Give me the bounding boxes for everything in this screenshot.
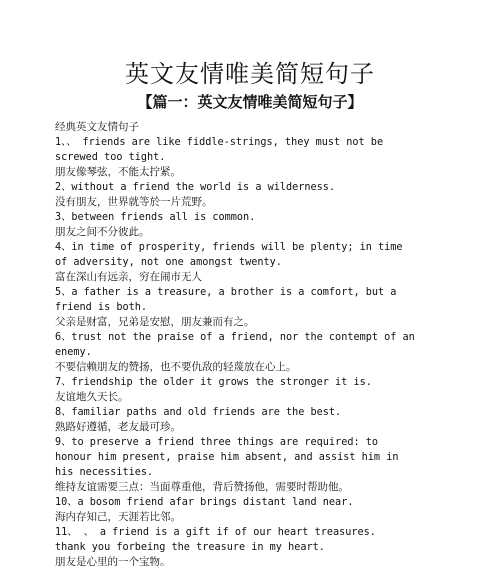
- text-line: 海内存知己，天涯若比邻。: [55, 511, 181, 523]
- text-line: 熟路好遵循，老友最可珍。: [55, 421, 181, 433]
- section-heading: 【篇一：英文友情唯美简短句子】: [137, 93, 363, 111]
- text-line: 10、a bosom friend afar brings distant land near.: [55, 497, 354, 508]
- text-line: 2、without a friend the world is a wilderness.: [55, 182, 336, 193]
- text-line: 父亲是财富，兄弟是安慰，朋友兼而有之。: [55, 316, 255, 328]
- text-line: of adversity, not one amongst twenty.: [55, 257, 282, 268]
- text-line: 维持友谊需要三点：当面尊重他，背后赞扬他，需要时帮助他。: [55, 481, 349, 493]
- text-line: honour him present, praise him absent, and assist him in: [55, 452, 399, 463]
- text-line: 朋友是心里的一个宝物。: [55, 556, 171, 566]
- text-line: 朋友之间不分彼此。: [55, 226, 150, 238]
- text-line: 朋友像琴弦，不能太拧紧。: [55, 166, 181, 178]
- text-line: 6、trust not the praise of a friend, nor the contempt of an: [55, 332, 415, 343]
- text-line: 7、friendship the older it grows the stronger it is.: [55, 377, 372, 388]
- text-line: thank you forbeing the treasure in my heart.: [55, 542, 325, 553]
- page-title: 英文友情唯美简短句子: [125, 60, 375, 88]
- text-line: 友谊地久天长。: [55, 391, 129, 403]
- text-line: 经典英文友情句子: [55, 121, 139, 133]
- text-line: 8、familiar paths and old friends are the best.: [55, 407, 342, 418]
- text-line: 不要信赖朋友的赞扬，也不要仇敌的轻蔑放在心上。: [55, 361, 297, 373]
- text-line: 3、between friends all is common.: [55, 212, 256, 223]
- text-line: 9、to preserve a friend three things are required: to: [55, 437, 378, 448]
- text-line: his necessities.: [55, 467, 154, 478]
- text-line: enemy.: [55, 347, 92, 358]
- text-line: screwed too tight.: [55, 152, 166, 163]
- text-line: 4、in time of prosperity, friends will be plenty; in time: [55, 242, 403, 253]
- text-line: 11、 、 a friend is a gift if of our heart treasures.: [55, 527, 376, 538]
- text-line: friend is both.: [55, 302, 148, 313]
- text-line: 富在深山有远亲，穷在闹市无人: [55, 271, 202, 283]
- text-line: 1、、 friends are like fiddle-strings, they must not be: [55, 137, 384, 148]
- text-line: 没有朋友，世界就等於一片荒野。: [55, 196, 213, 208]
- document-body: [55, 120, 455, 566]
- text-line: 5、a father is a treasure, a brother is a comfort, but a: [55, 287, 397, 298]
